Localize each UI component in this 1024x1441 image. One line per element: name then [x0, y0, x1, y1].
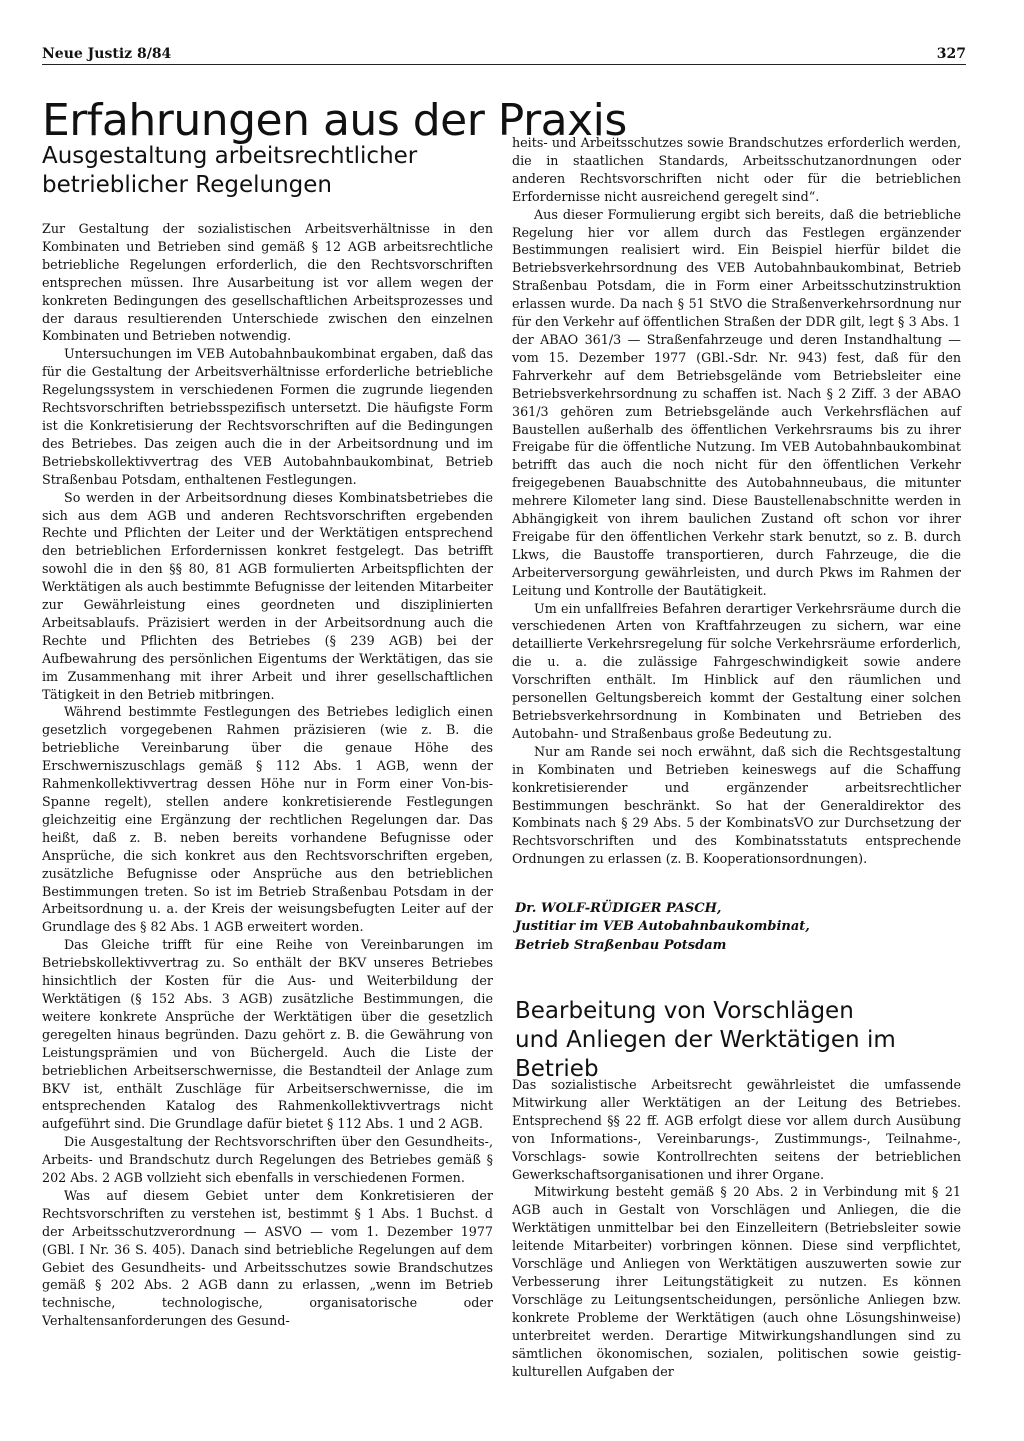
publication-title: Neue Justiz 8/84 — [42, 46, 172, 62]
article1-title-line1: Ausgestaltung arbeitsrechtlicher — [42, 143, 418, 169]
running-head — [42, 46, 966, 66]
paragraph: Um ein unfallfreies Befahren derartiger Verkehrsräume durch die verschiedenen Arten von Kraftfahrzeugen zu sichern, war eine detaillierte Verkehrsregelung für solche Verkehrsräume erforderlich, die u. a. die zulässige Fahrgeschwindigkeit sowie andere Vorschriften enthält. Im Hinblick auf den räumlichen und personellen Geltungsbereich kommt der Gestaltung einer solchen Betriebsverkehrsordnung in Kombinaten und Betrieben des Autobahn- und Straßenbaus große Bedeutung zu. — [512, 600, 961, 741]
article1-title — [42, 142, 482, 200]
paragraph: Aus dieser Formulierung ergibt sich bereits, daß die betriebliche Regelung hier vor allem durch das Festlegen ergänzender Bestimmungen realisiert wird. Ein Beispiel hierfür bildet die Betriebsverkehrsordnung des VEB Autobahnbaukombinat, Betrieb Straßenbau Potsdam, die in Form einer Arbeitsschutzinstruktion erlassen wurde. Da nach § 51 StVO die Straßenverkehrsordnung nur für den Verkehr auf öffentlichen Straßen der DDR gilt, legt § 3 Abs. 1 der ABAO 361/3 — Straßenfahrzeuge und deren Instandhaltung — vom 15. Dezember 1977 (GBl.-Sdr. Nr. 943) fest, daß für den Fahrverkehr auf dem Betriebsgelände vom Betriebsleiter eine Betriebsverkehrsordnung zu schaffen ist. Nach § 2 Ziff. 3 der ABAO 361/3 gehören zum Betriebsgelände auch Verkehrsflächen auf Baustellen außerhalb des öffentlichen Verkehrsraums bis zu ihrer Freigabe für die öffentliche Nutzung. Im VEB Autobahnbaukombinat betrifft das auch die noch nicht für den öffentlichen Verkehr freigegebenen Bauabschnitte des Autobahnneubaus, die mitunter mehrere Kilometer lang sind. Diese Baustellenabschnitte werden in Abhängigkeit von ihrem baulichen Zustand oft schon vor ihrer Freigabe für den öffentlichen Verkehr stark benutzt, so z. B. durch Lkws, die Baustoffe transportieren, durch Fahrzeuge, die die Arbeiterversorgung gewährleisten, und durch Pkws im Rahmen der Leitung und Kontrolle der Bautätigkeit. — [512, 206, 961, 598]
author-name: Dr. WOLF-RÜDIGER PASCH, — [515, 901, 722, 916]
paragraph: Nur am Rande sei noch erwähnt, daß sich die Rechtsgestaltung in Kombinaten und Betrieben keineswegs auf die Schaffung konkretisierender und ergänzender arbeitsrechtlicher Bestimmungen beschränkt. So hat der Generaldirektor des Kombinats nach § 29 Abs. 5 der KombinatsVO zur Durchsetzung der Rechtsvorschriften und des Kombinatsstatuts entsprechende Ordnungen zu erlassen (z. B. Kooperationsordnungen). — [512, 743, 961, 867]
article2-column — [512, 1076, 961, 1380]
author-organization: Betrieb Straßenbau Potsdam — [515, 937, 727, 953]
article2-title-line2: und Anliegen der Werktätigen im Betrieb — [515, 1026, 896, 1082]
paragraph: Die Ausgestaltung der Rechtsvorschriften über den Gesundheits-, Arbeits- und Brandschutz durch Regelungen des Betriebes gemäß § 202 Abs. 2 AGB vollzieht sich ebenfalls in verschiedenen Formen. — [42, 1134, 493, 1186]
paragraph: Was auf diesem Gebiet unter dem Konkretisieren der Rechtsvorschriften zu verstehen ist, bestimmt § 1 Abs. 1 Buchst. d der Arbeitsschutzverordnung — ASVO — vom 1. Dezember 1977 (GBl. I Nr. 36 S. 405). Danach sind betriebliche Regelungen auf dem Gebiet des Gesundheits- und Arbeitsschutzes sowie Brandschutzes gemäß § 202 Abs. 2 AGB dann zu erlassen, „wenn im Betrieb technische, technologische, organisatorische oder Verhaltensanforderungen des Gesund- — [42, 1187, 493, 1329]
article1-column-right — [512, 134, 961, 868]
paragraph: Untersuchungen im VEB Autobahnbaukombinat ergaben, daß das für die Gestaltung der Arbeitsverhältnisse erforderliche betriebliche Regelungssystem in verschiedenen Formen die zugrunde liegenden Rechtsvorschriften betriebsspezifisch untersetzt. Die häufigste Form ist die Konkretisierung der Rechtsvorschriften auf die Bedingungen des Betriebes. Das zeigen auch die in der Arbeitsordnung und im Betriebskollektivvertrag des VEB Autobahnbaukombinat, Betrieb Straßenbau Potsdam, enthaltenen Festlegungen. — [42, 346, 493, 487]
paragraph: Während bestimmte Festlegungen des Betriebes lediglich einen gesetzlich vorgegebenen Rahmen präzisieren (wie z. B. die betriebliche Vereinbarung über die genaue Höhe des Erschwerniszuschlags gemäß § 112 Abs. 1 AGB, wenn der Rahmenkollektivvertrag dessen Höhe nur in Form einer Von-bis-Spanne regelt), stellen andere konkretisierende Festlegungen gleichzeitig eine Ergänzung der rechtlichen Regelungen dar. Das heißt, daß z. B. neben bereits vorhandene Befugnisse oder Ansprüche, die sich konkret aus den Rechtsvorschriften ergeben, zusätzliche Befugnisse oder Ansprüche aus den betrieblichen Bestimmungen treten. So ist im Betrieb Straßenbau Potsdam in der Arbeitsordnung u. a. der Kreis der weisungsbefugten Leiter auf der Grundlage des § 82 Abs. 1 AGB erweitert worden. — [42, 704, 493, 935]
author-signature — [515, 900, 955, 955]
paragraph: So werden in der Arbeitsordnung dieses Kombinatsbetriebes die sich aus dem AGB und anderen Rechtsvorschriften ergebenden Rechte und Pflichten der Leiter und der Werktätigen entsprechend den betrieblichen Erfordernissen konkret festgelegt. Das betrifft sowohl die in den §§ 80, 81 AGB formulierten Arbeitspflichten der Werktätigen als auch bestimmte Befugnisse der leitenden Mitarbeiter zur Gewährleistung eines geordneten und disziplinierten Arbeitsablaufs. Präzisiert werden in der Arbeitsordnung auch die Rechte und Pflichten des Betriebes (§ 239 AGB) bei der Aufbewahrung des persönlichen Eigentums der Werktätigen, das sie im Zusammenhang mit ihrer Arbeit und ihrer gesellschaftlichen Tätigkeit in den Betrieb mitbringen. — [42, 489, 493, 702]
page-number: 327 — [936, 46, 966, 62]
header-rule — [42, 64, 966, 65]
article2-title — [515, 997, 985, 1084]
paragraph: Zur Gestaltung der sozialistischen Arbeitsverhältnisse in den Kombinaten und Betrieben sind gemäß § 12 AGB arbeitsrechtliche betriebliche Regelungen erforderlich, die den Rechtsvorschriften entsprechen müssen. Ihre Ausarbeitung ist vor allem wegen der konkreten Bedingungen des gesellschaftlichen Arbeitsprozesses und der daraus resultierenden Unterschiede zwischen den einzelnen Kombinaten und Betrieben notwendig. — [42, 221, 493, 344]
paragraph: Mitwirkung besteht gemäß § 20 Abs. 2 in Verbindung mit § 21 AGB auch in Gestalt von Vorschlägen und Anliegen, die die Werktätigen unmittelbar bei den Einzelleitern (Betriebsleiter sowie leitende Mitarbeiter) vorbringen können. Diese sind verpflichtet, Vorschläge und Anliegen von Werktätigen auszuwerten sowie zur Verbesserung ihrer Leitungstätigkeit zu nutzen. Es können Vorschläge zu Leitungsentscheidungen, persönliche Anliegen bzw. konkrete Probleme der Werktätigen (auch ohne Lösungshinweise) unterbreitet werden. Derartige Mitwirkungshandlungen sind zu sämtlichen ökonomischen, sozialen, politischen sowie geistig-kulturellen Aufgaben der — [512, 1184, 961, 1379]
paragraph: Das sozialistische Arbeitsrecht gewährleistet die umfassende Mitwirkung aller Werktätigen an der Leitung des Betriebes. Entsprechend §§ 22 ff. AGB erfolgt diese vor allem durch Ausübung von Informations-, Vereinbarungs-, Zustimmungs-, Teilnahme-, Vorschlags- sowie Kontrollrechten seitens der betrieblichen Gewerkschaftsorganisationen und ihrer Organe. — [512, 1077, 961, 1182]
paragraph: Das Gleiche trifft für eine Reihe von Vereinbarungen im Betriebskollektivvertrag zu. So enthält der BKV unseres Betriebes hinsichtlich der Kosten für die Aus- und Weiterbildung der Werktätigen (§ 152 Abs. 3 AGB) zusätzliche Bestimmungen, die weitere konkrete Ansprüche der Werktätigen über die gesetzlich geregelten hinaus begründen. Dazu gehört z. B. die Gewährung von Leistungsprämien und von Büchergeld. Auch die Liste der betrieblichen Arbeitserschwernisse, die Bestandteil der Anlage zum BKV ist, enthält Zuschläge für Arbeitserschwernisse, die im entsprechenden Katalog des Rahmenkollektivvertrags nicht aufgeführt sind. Die Grundlage dafür bietet § 112 Abs. 1 und 2 AGB. — [42, 937, 493, 1132]
article1-title-line2: betrieblicher Regelungen — [42, 171, 333, 198]
paragraph: heits- und Arbeitsschutzes sowie Brandschutzes erforderlich werden, die in staatlichen Standards, Arbeitsschutzanordnungen oder anderen Rechtsvorschriften nicht oder für die betrieblichen Erfordernisse nicht ausreichend geregelt sind“. — [512, 135, 961, 204]
author-role: Justitiar im VEB Autobahnbaukombinat, — [515, 919, 810, 935]
article2-title-line1: Bearbeitung von Vorschlägen — [515, 998, 854, 1024]
article1-column-left — [42, 220, 493, 1330]
section-title: Erfahrungen aus der Praxis — [42, 95, 627, 147]
